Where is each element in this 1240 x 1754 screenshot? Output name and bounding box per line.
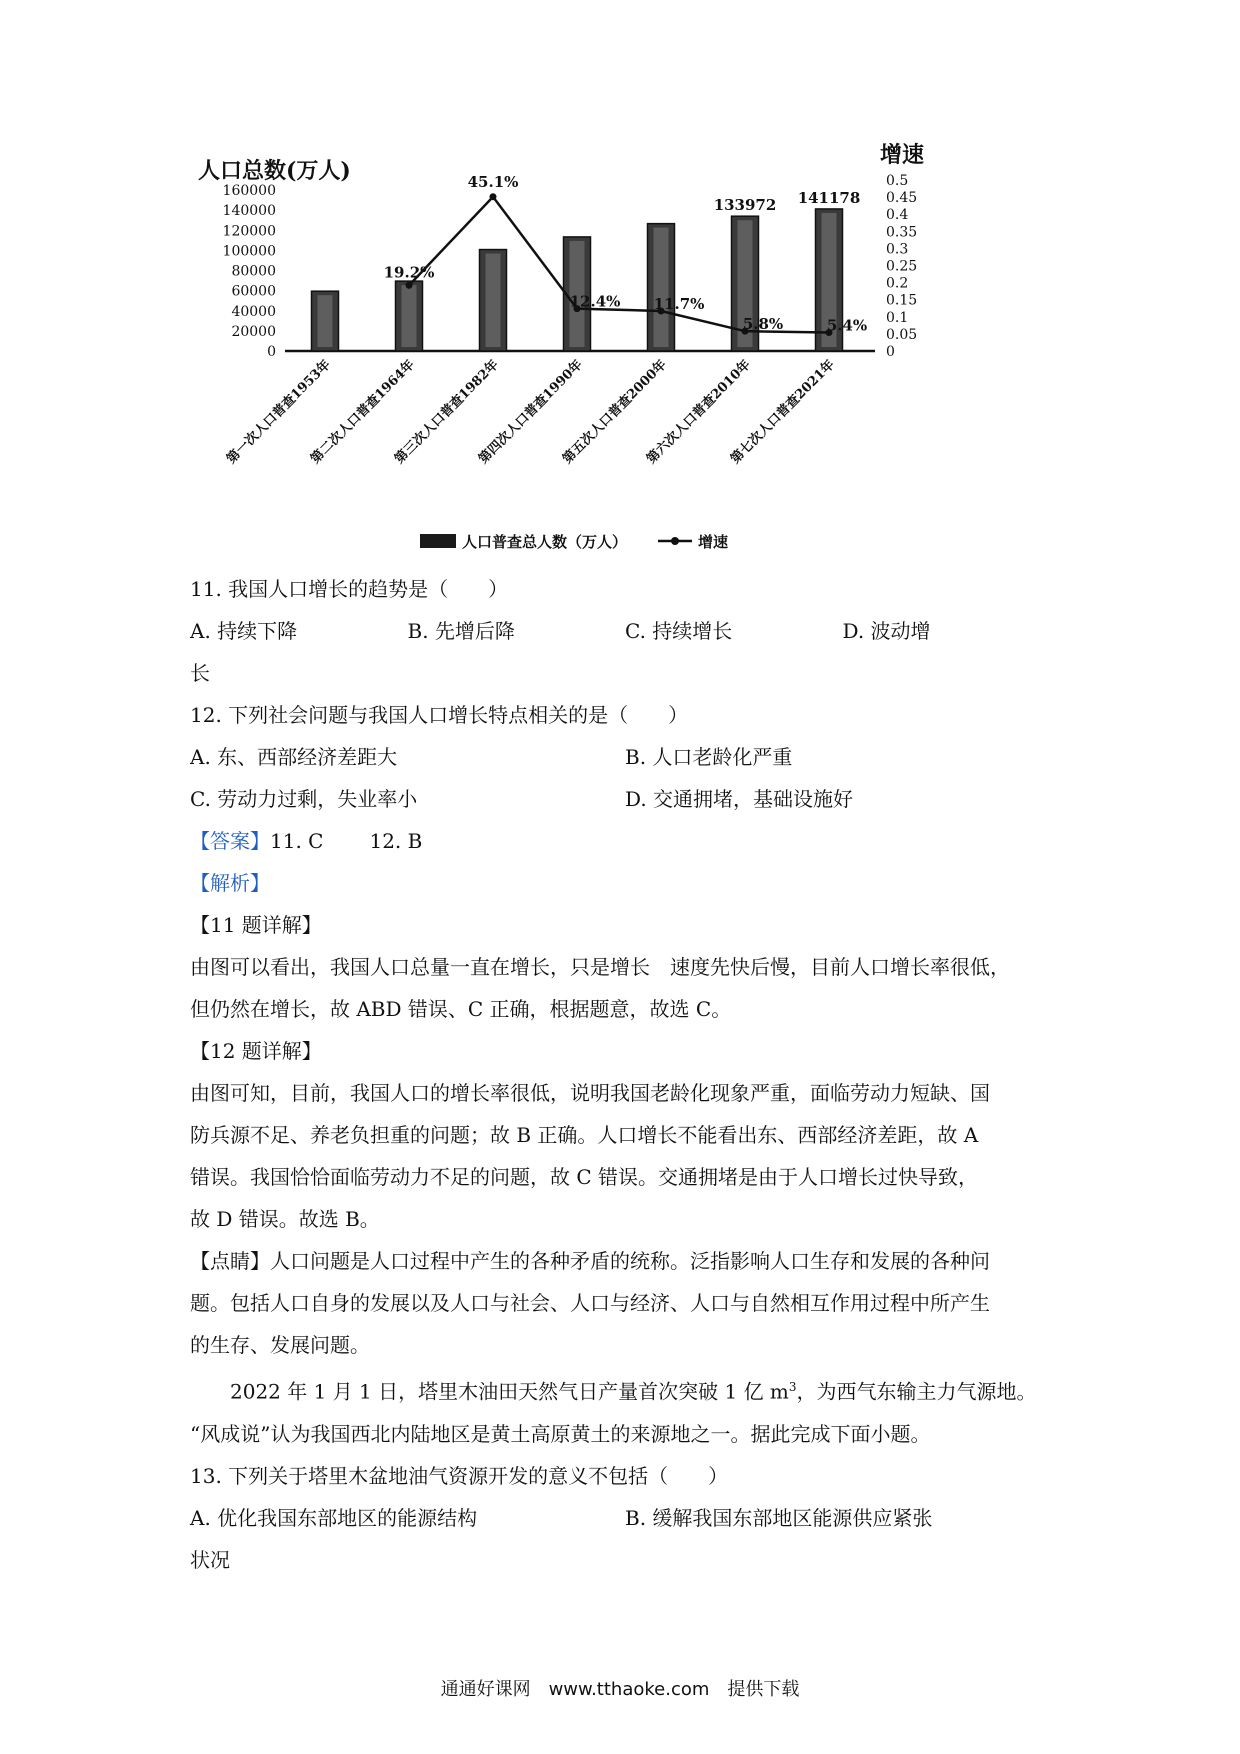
detail11-line2: 但仍然在增长，故 ABD 错误、C 正确，根据题意，故选 C。 xyxy=(190,997,732,1021)
bar-value-label: 133972 xyxy=(713,196,777,215)
material-text1: 2022 年 1 月 1 日，塔里木油田天然气日产量首次突破 1 亿 m xyxy=(230,1379,789,1404)
growth-rate-label: 5.4% xyxy=(826,316,868,335)
category-label: 第七次人口普查2021年 xyxy=(728,357,838,467)
detail12-line4: 故 D 错误。故选 B。 xyxy=(190,1207,380,1231)
q12-option-c: C. 劳动力过剩，失业率小 xyxy=(190,787,418,811)
growth-rate-point xyxy=(490,193,497,200)
population-bar-texture xyxy=(402,285,417,347)
detail11-line1: 由图可以看出，我国人口总量一直在增长，只是增长 速度先快后慢，目前人口增长率很低， xyxy=(190,955,1010,979)
left-axis-ticks xyxy=(223,183,276,360)
right-tick-label: 0.5 xyxy=(886,173,909,189)
q11-option-d-wrap: 长 xyxy=(190,661,210,685)
left-tick-label: 0 xyxy=(267,344,276,360)
left-axis-title: 人口总数(万人) xyxy=(198,158,351,184)
material-line1 xyxy=(190,1366,1060,1413)
q12-option-a: A. 东、西部经济差距大 xyxy=(190,745,398,769)
detail12-line1: 由图可知，目前，我国人口的增长率很低，说明我国老龄化现象严重，面临劳动力短缺、国 xyxy=(190,1081,990,1105)
analysis-tag: 【解析】 xyxy=(190,871,270,895)
answer-tag: 【答案】 xyxy=(190,829,270,853)
point-line2: 题。包括人口自身的发展以及人口与社会、人口与经济、人口与自然相互作用过程中所产生 xyxy=(190,1291,990,1315)
material-sup: 3 xyxy=(788,1380,797,1394)
right-tick-label: 0.4 xyxy=(886,207,909,224)
right-axis-title: 增速 xyxy=(880,142,925,168)
detail12-tag: 【12 题详解】 xyxy=(190,1039,322,1063)
answer-12: 12. B xyxy=(369,829,423,853)
left-tick-label: 60000 xyxy=(231,283,276,300)
growth-rate-label: 19.2% xyxy=(383,263,435,282)
q13-option-b: B. 缓解我国东部地区能源供应紧张 xyxy=(625,1505,933,1530)
answer-11: 11. C xyxy=(270,829,324,853)
left-tick-label: 20000 xyxy=(231,323,276,340)
right-tick-label: 0.1 xyxy=(886,309,909,326)
right-tick-label: 0.05 xyxy=(886,326,918,343)
q13-stem: 13. 下列关于塔里木盆地油气资源开发的意义不包括（ ） xyxy=(190,1463,729,1488)
population-bar-texture xyxy=(654,228,669,347)
left-tick-label: 160000 xyxy=(222,183,276,199)
detail11-tag: 【11 题详解】 xyxy=(190,913,322,937)
q12-stem: 12. 下列社会问题与我国人口增长特点相关的是（ ） xyxy=(190,703,689,727)
left-tick-label: 140000 xyxy=(222,203,276,220)
right-tick-label: 0.15 xyxy=(886,292,918,309)
category-label: 第二次人口普查1964年 xyxy=(308,357,418,467)
q12-options-row2 xyxy=(190,778,1060,820)
growth-rate-label: 11.7% xyxy=(653,294,705,313)
population-chart xyxy=(180,140,1080,560)
q11-options xyxy=(190,610,1060,652)
material-line2: “风成说”认为我国西北内陆地区是黄土高原黄土的来源地之一。据此完成下面小题。 xyxy=(190,1421,931,1446)
legend-line-marker xyxy=(671,537,679,545)
population-bar-texture xyxy=(318,295,333,347)
growth-rate-point xyxy=(406,282,413,289)
q12-options-row1 xyxy=(190,736,1060,778)
q11-option-b: B. 先增后降 xyxy=(407,619,515,643)
legend-bar-label: 人口普查总人数（万人） xyxy=(462,533,628,551)
left-tick-label: 80000 xyxy=(231,263,276,280)
q12-option-d: D. 交通拥堵，基础设施好 xyxy=(625,787,854,811)
q13-option-b-wrap: 状况 xyxy=(190,1547,230,1572)
category-label: 第四次人口普查1990年 xyxy=(476,357,586,467)
right-tick-label: 0.25 xyxy=(886,258,918,275)
category-label: 第三次人口普查1982年 xyxy=(392,357,502,467)
category-label: 第一次人口普查1953年 xyxy=(224,357,334,467)
right-tick-label: 0.3 xyxy=(886,241,909,258)
point-text1: 人口问题是人口过程中产生的各种矛盾的统称。泛指影响人口生存和发展的各种问 xyxy=(270,1249,990,1273)
q11-option-a: A. 持续下降 xyxy=(190,619,298,643)
q13-options xyxy=(190,1497,1060,1539)
legend-line-label: 增速 xyxy=(698,533,729,551)
right-tick-label: 0.35 xyxy=(886,224,918,241)
page-footer: 通通好课网 www.tthaoke.com 提供下载 xyxy=(440,1679,800,1700)
q11-stem: 11. 我国人口增长的趋势是（ ） xyxy=(190,577,509,601)
bar-value-label: 141178 xyxy=(797,188,861,207)
category-label: 第五次人口普查2000年 xyxy=(560,357,670,467)
point-line3: 的生存、发展问题。 xyxy=(190,1333,370,1357)
growth-rate-line xyxy=(409,197,829,333)
left-tick-label: 100000 xyxy=(222,243,276,260)
q11-option-c: C. 持续增长 xyxy=(625,619,733,643)
point-line1 xyxy=(190,1240,1060,1282)
q11-option-d: D. 波动增 xyxy=(842,619,931,643)
growth-rate-label: 5.8% xyxy=(742,315,784,334)
q12-option-b: B. 人口老龄化严重 xyxy=(625,745,793,769)
legend xyxy=(420,533,728,551)
population-bar-texture xyxy=(486,254,501,347)
question-content xyxy=(190,568,1060,1581)
right-tick-label: 0 xyxy=(886,344,895,360)
growth-rate-label: 45.1% xyxy=(467,172,519,191)
category-labels xyxy=(223,357,837,467)
left-tick-label: 120000 xyxy=(222,223,276,240)
category-label: 第六次人口普查2010年 xyxy=(644,357,754,467)
right-axis-ticks xyxy=(886,173,917,360)
point-tag: 【点睛】 xyxy=(190,1249,270,1273)
detail12-line3: 错误。我国恰恰面临劳动力不足的问题，故 C 错误。交通拥堵是由于人口增长过快导致， xyxy=(190,1165,979,1189)
material-text1b: ，为西气东输主力气源地。 xyxy=(796,1379,1037,1404)
answer-line xyxy=(190,820,1060,862)
legend-bar-swatch xyxy=(420,534,456,548)
right-tick-label: 0.45 xyxy=(886,190,918,207)
q13-option-a: A. 优化我国东部地区的能源结构 xyxy=(190,1505,478,1530)
detail12-line2: 防兵源不足、养老负担重的问题；故 B 正确。人口增长不能看出东、西部经济差距，故 A xyxy=(190,1123,979,1147)
left-tick-label: 40000 xyxy=(231,303,276,320)
right-tick-label: 0.2 xyxy=(886,275,909,292)
growth-rate-label: 12.4% xyxy=(569,292,621,311)
